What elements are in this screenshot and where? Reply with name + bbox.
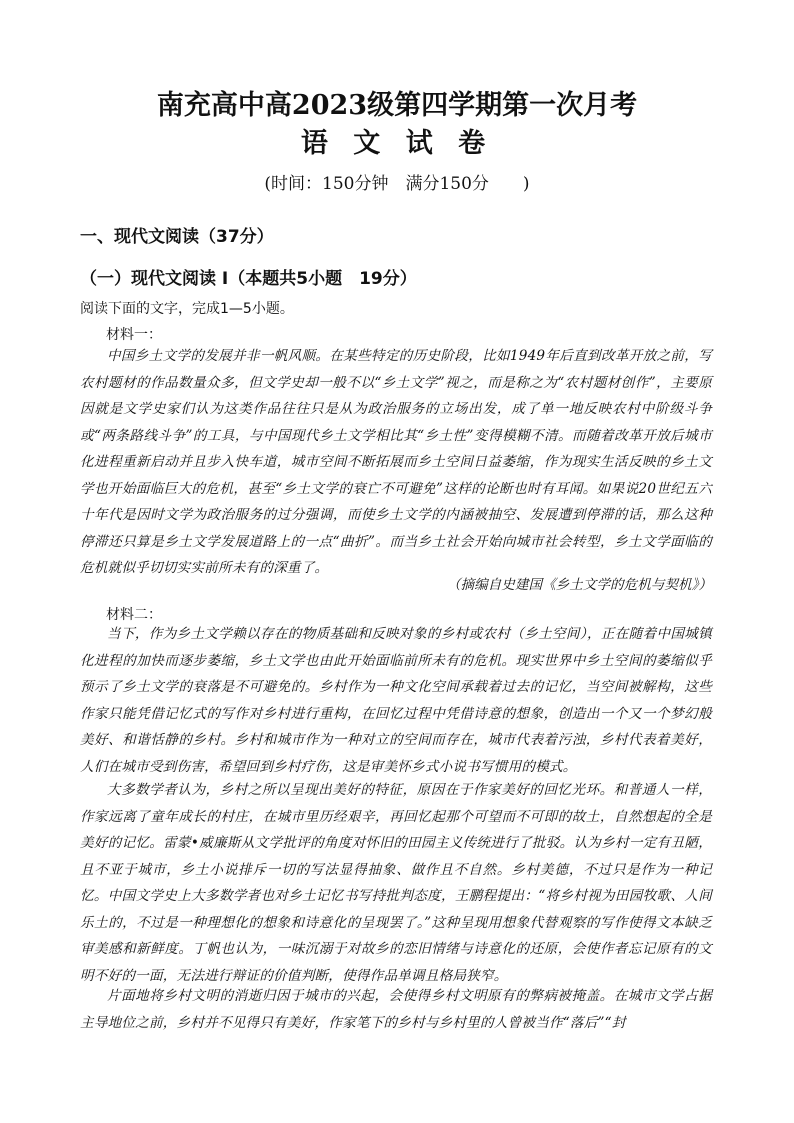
section-heading-part1: 一、现代文阅读（37分）: [80, 227, 274, 247]
material-2-paragraph-3: 片面地将乡村文明的消逝归因于城市的兴起，会使得乡村文明原有的弊病被掩盖。在城市文学占据主导地位之前，乡村并不见得只有美好，作家笔下的乡村与乡村里的人曾被当作“落后”“封: [80, 988, 712, 1031]
material-2-paragraph-2: 大多数学者认为，乡村之所以呈现出美好的特征，原因在于作家美好的回忆光环。和普通人一样，作家远离了童年成长的村庄，在城市里历经艰辛，再回忆起那个可望而不可即的故土，自然想起的全是美好的记忆。雷蒙•威廉斯从文学批评的角度对怀旧的田园主义传统进行了批驳。认为乡村一定有丑陋，且不亚于城市，乡土小说排斥一切的写法显得抽象、做作且不自然。乡村美德，不过只是作为一种记忆。中国文学史上大多数学者也对乡土记忆书写持批判态度，王鹏程提出：“将乡村视为田园牧歌、人间乐土的，不过是一种理想化的想象和诗意化的呈现罢了。”这种呈现用想象代替观察的写作使得文本缺乏审美感和新鲜度。丁帆也认为，一味沉溺于对故乡的恋旧情绪与诗意化的还原，会使作者忘记原有的文明不好的一面，无法进行辩证的价值判断，使得作品单调且格局狭窄。: [80, 782, 712, 984]
material-1-source: （摘编自史建国《乡土文学的危机与契机》）: [446, 577, 712, 593]
material-1-label: 材料一：: [106, 327, 162, 343]
exam-title: 南充高中高2023级第四学期第一次月考: [156, 90, 638, 121]
material-2-paragraph-1: 当下，作为乡土文学赖以存在的物质基础和反映对象的乡村或农村（乡土空间），正在随着中国城镇化进程的加快而逐步萎缩，乡土文学也由此开始面临前所未有的危机。现实世界中乡土空间的萎缩似乎预示了乡土文学的衰落是不可避免的。乡村作为一种文化空间承载着过去的记忆，当空间被解构，这些作家只能凭借记忆式的写作对乡村进行重构，在回忆过程中凭借诗意的想象，创造出一个又一个梦幻般美好、和谐恬静的乡村。乡村和城市作为一种对立的空间而存在，城市代表着污浊，乡村代表着美好，人们在城市受到伤害，希望回到乡村疗伤，这是审美怀乡式小说书写惯用的模式。: [80, 626, 712, 775]
reading-instruction: 阅读下面的文字，完成1—5小题。: [80, 301, 294, 317]
section-heading-reading-1: （一）现代文阅读 I（本题共5小题 19分）: [80, 269, 417, 289]
material-2-label: 材料二：: [106, 607, 162, 623]
material-1-paragraph: 中国乡土文学的发展并非一帆风顺。在某些特定的历史阶段，比如1949年后直到改革开放之前，写农村题材的作品数量众多，但文学史却一般不以“乡土文学”视之，而是称之为“农村题材创作”，主要原因就是文学史家们认为这类作品往往只是从为政治服务的立场出发，成了单一地反映农村中阶级斗争或“两条路线斗争”的工具，与中国现代乡土文学相比其“乡土性”变得模糊不清。而随着改革开放后城市化进程重新启动并且步入快车道，城市空间不断拓展而乡土空间日益萎缩，作为现实生活反映的乡土文学也开始面临巨大的危机，甚至“乡土文学的衰亡不可避免”这样的论断也时有耳闻。如果说20世纪五六十年代是因时文学为政治服务的过分强调，而使乡土文学的内涵被抽空、发展遭到停滞的话，那么这种停滞还只算是乡土文学发展道路上的一点“曲折”。而当乡土社会开始向城市社会转型，乡土文学面临的危机就似乎切切实实前所未有的深重了。: [80, 348, 712, 576]
subject-title: 语 文 试 卷: [300, 128, 494, 159]
exam-info: (时间：150分钟 满分150分 ): [264, 174, 530, 194]
